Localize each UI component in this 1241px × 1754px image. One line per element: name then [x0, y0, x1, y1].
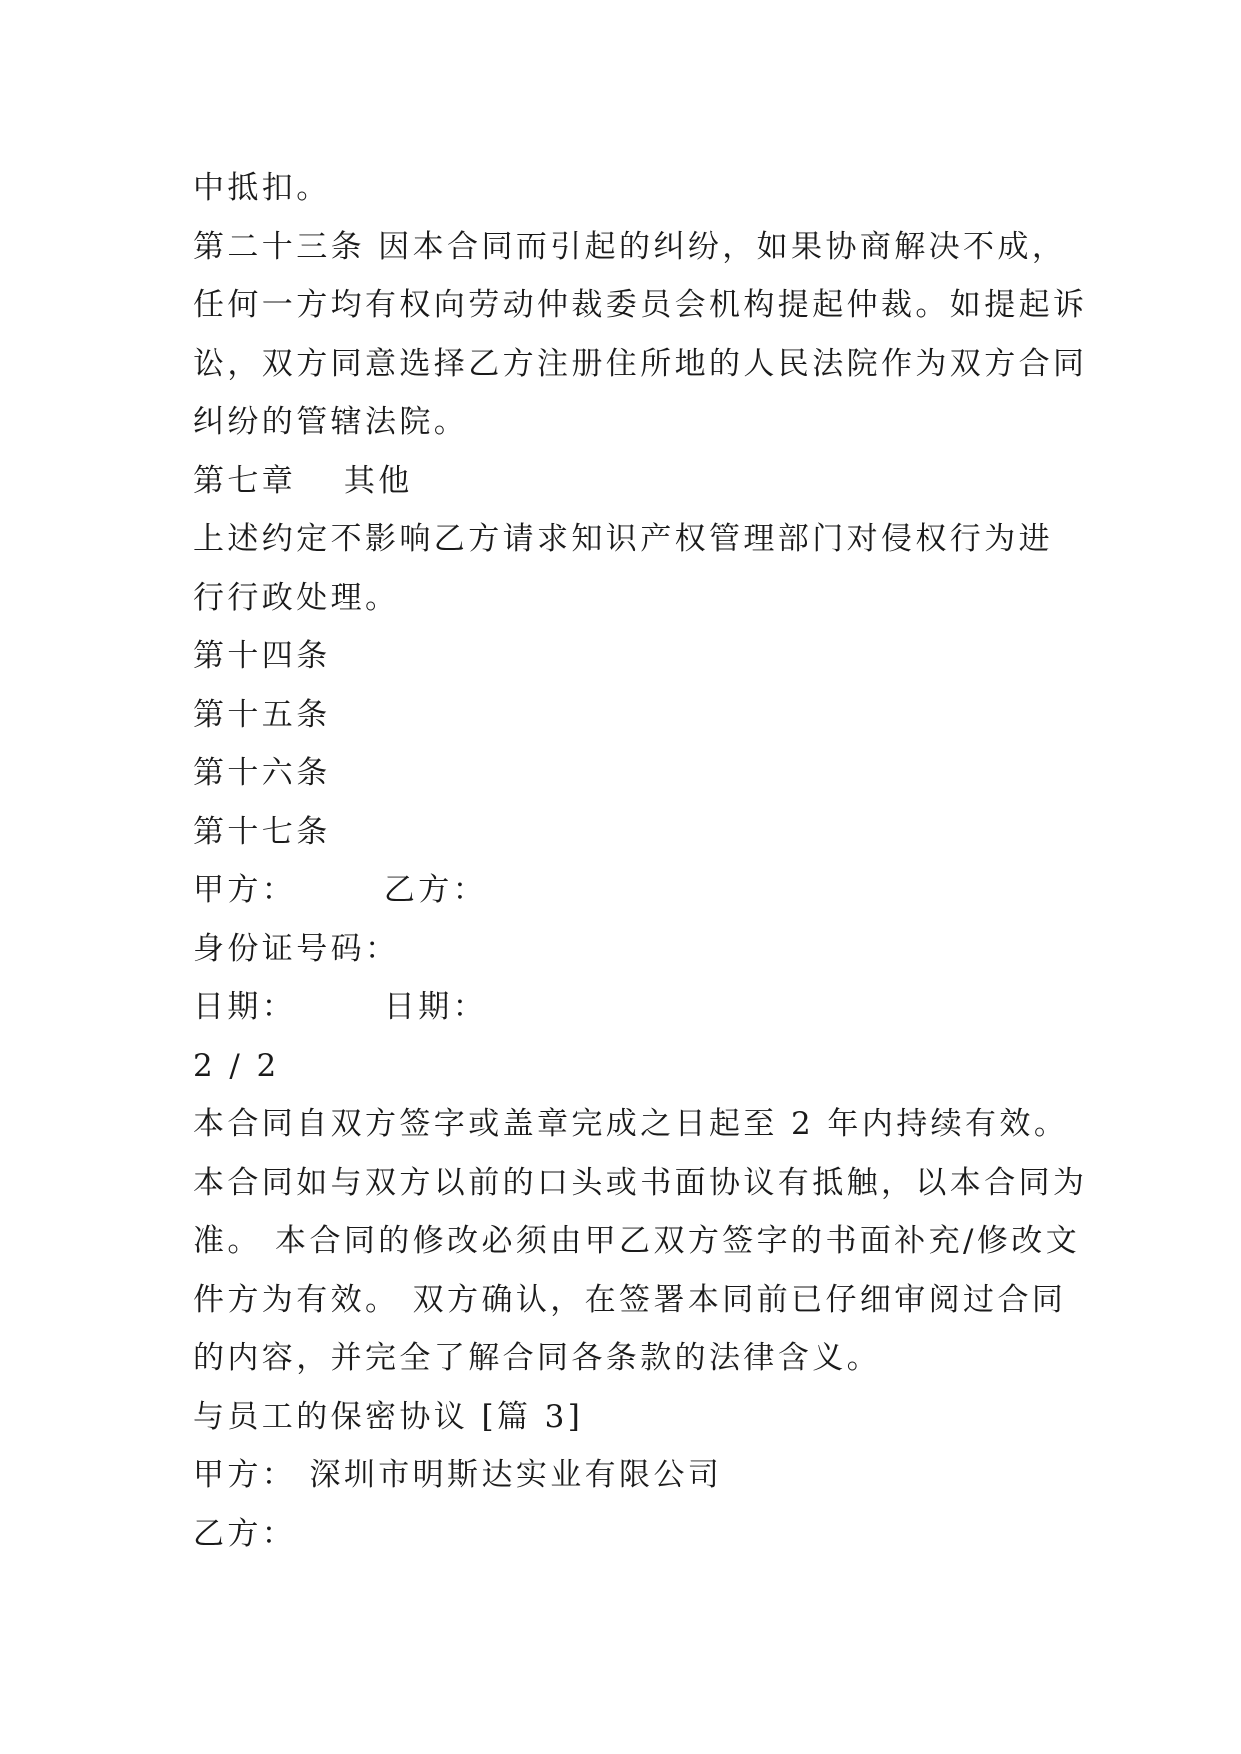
text-line: 行行政处理。 [193, 579, 400, 616]
text-line: 中抵扣。 [193, 170, 331, 206]
text-line: 准。 本合同的修改必须由甲乙双方签字的书面补充/修改文 [193, 1223, 1081, 1259]
text-line: 的内容，并完全了解合同各条款的法律含义。 [193, 1340, 881, 1376]
chapter-heading: 第七章 其他 [193, 462, 413, 499]
article-heading: 第十七条 [193, 813, 331, 850]
page-number: 2 / 2 [193, 1047, 280, 1084]
article-heading: 第十五条 [193, 696, 331, 733]
article-heading: 第十六条 [193, 755, 331, 791]
text-line: 件方为有效。 双方确认，在签署本同前已仔细审阅过合同 [193, 1281, 1067, 1318]
id-number-label: 身份证号码： [193, 930, 400, 967]
text-line: 本合同自双方签字或盖章完成之日起至 2 年内持续有效。 [193, 1106, 1069, 1142]
text-line: 上述约定不影响乙方请求知识产权管理部门对侵权行为进 [193, 521, 1053, 557]
text-line: 第二十三条 因本合同而引起的纠纷，如果协商解决不成， [193, 228, 1067, 265]
signature-parties: 甲方： 乙方： [193, 872, 488, 908]
text-line: 讼，双方同意选择乙方注册住所地的人民法院作为双方合同 [193, 345, 1088, 382]
article-heading: 第十四条 [193, 638, 331, 674]
signature-dates: 日期： 日期： [193, 989, 488, 1025]
text-line: 纠纷的管辖法院。 [193, 404, 469, 440]
text-line: 本合同如与双方以前的口头或书面协议有抵触，以本合同为 [193, 1164, 1088, 1201]
text-line: 任何一方均有权向劳动仲裁委员会机构提起仲裁。如提起诉 [193, 287, 1088, 323]
party-a-line: 甲方： 深圳市明斯达实业有限公司 [193, 1457, 723, 1493]
section-title: 与员工的保密协议 [篇 3] [193, 1398, 584, 1435]
party-b-line: 乙方： [193, 1515, 297, 1552]
document-body [193, 159, 1088, 1563]
